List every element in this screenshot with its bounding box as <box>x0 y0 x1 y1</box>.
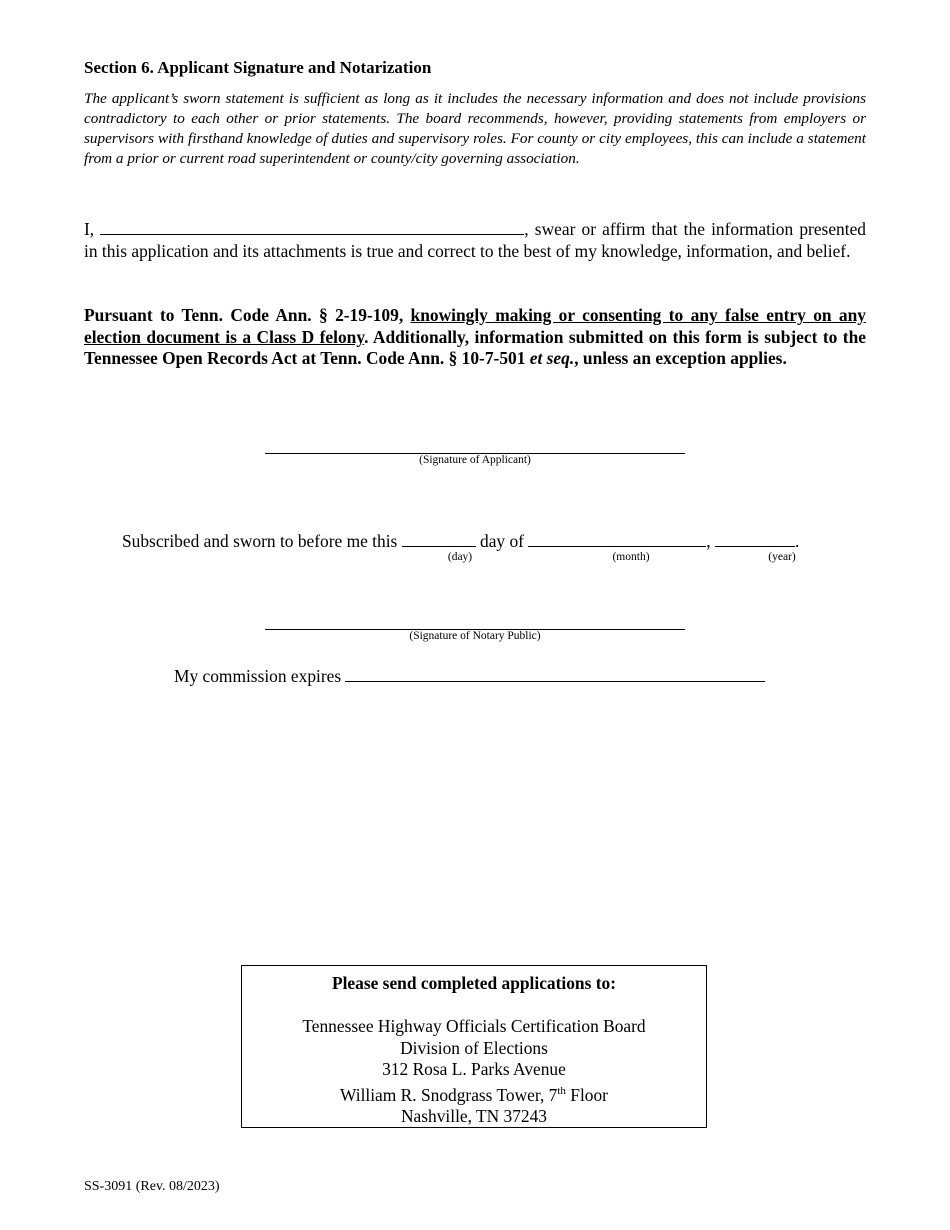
mailing-line-4-text: William R. Snodgrass Tower, 7 <box>340 1084 558 1105</box>
year-field[interactable] <box>715 531 795 547</box>
mailing-line-1: Tennessee Highway Officials Certification Board <box>302 1016 646 1036</box>
form-id: SS-3091 (Rev. 08/2023) <box>84 1179 220 1194</box>
sworn-text-1: Subscribed and sworn to before me this <box>122 531 402 551</box>
mailing-line-5: Nashville, TN 37243 <box>400 1105 548 1126</box>
mailing-line-4-floor: Floor <box>565 1084 608 1105</box>
commission-label: My commission expires <box>174 666 346 686</box>
commission-expires <box>174 666 765 687</box>
legal-notice <box>84 305 866 370</box>
legal-part1: Pursuant to Tenn. Code Ann. § 2-19-109, <box>84 305 411 325</box>
oath-paragraph <box>84 219 866 262</box>
sworn-text-3: , <box>706 531 715 551</box>
mailing-line-4 <box>242 1081 706 1106</box>
sworn-statement <box>122 531 799 552</box>
applicant-name-field[interactable] <box>100 219 524 235</box>
year-caption: (year) <box>768 551 796 563</box>
oath-suffix: , swear or affirm that the information presented in this application and its attachments is true and correct to the best of my knowledge, information, and belief. <box>84 219 866 261</box>
notary-signature-caption: (Signature of Notary Public) <box>409 630 541 642</box>
day-field[interactable] <box>402 531 476 547</box>
mailing-address-box <box>241 965 707 1128</box>
legal-part2: . Additionally, information submitted on this form is subject to the Tennessee Open Records Act at Tenn. Code Ann. § 10-7-501 <box>84 326 866 368</box>
mailing-title: Please send completed applications to: <box>331 973 617 993</box>
legal-et-seq: et seq. <box>529 348 575 368</box>
month-field[interactable] <box>528 531 706 547</box>
month-caption: (month) <box>612 551 650 563</box>
mailing-line-3: 312 Rosa L. Parks Avenue <box>382 1059 566 1079</box>
commission-expiry-field[interactable] <box>345 666 765 682</box>
legal-part3: , unless an exception applies. <box>574 348 787 368</box>
day-caption: (day) <box>447 551 473 563</box>
legal-felony-warning: knowingly making or consenting to any false entry on any election document is a Class D felony <box>84 305 866 347</box>
mailing-line-4-superscript: th <box>557 1084 566 1097</box>
section-heading: Section 6. Applicant Signature and Notarization <box>84 58 432 77</box>
intro-paragraph: The applicant’s sworn statement is sufficient as long as it includes the necessary information and does not include provisions contradictory to each other or prior statements. The board recommends, however, providing statements from employers or supervisors with firsthand knowledge of duties and supervisory roles. For county or city employees, this can include a statement from a prior or current road superintendent or county/city governing association. <box>84 90 866 167</box>
oath-prefix: I, <box>84 219 101 239</box>
sworn-text-2: day of <box>475 531 529 551</box>
applicant-signature-caption: (Signature of Applicant) <box>419 454 531 466</box>
sworn-text-4: . <box>795 531 800 551</box>
mailing-line-2: Division of Elections <box>400 1037 548 1058</box>
